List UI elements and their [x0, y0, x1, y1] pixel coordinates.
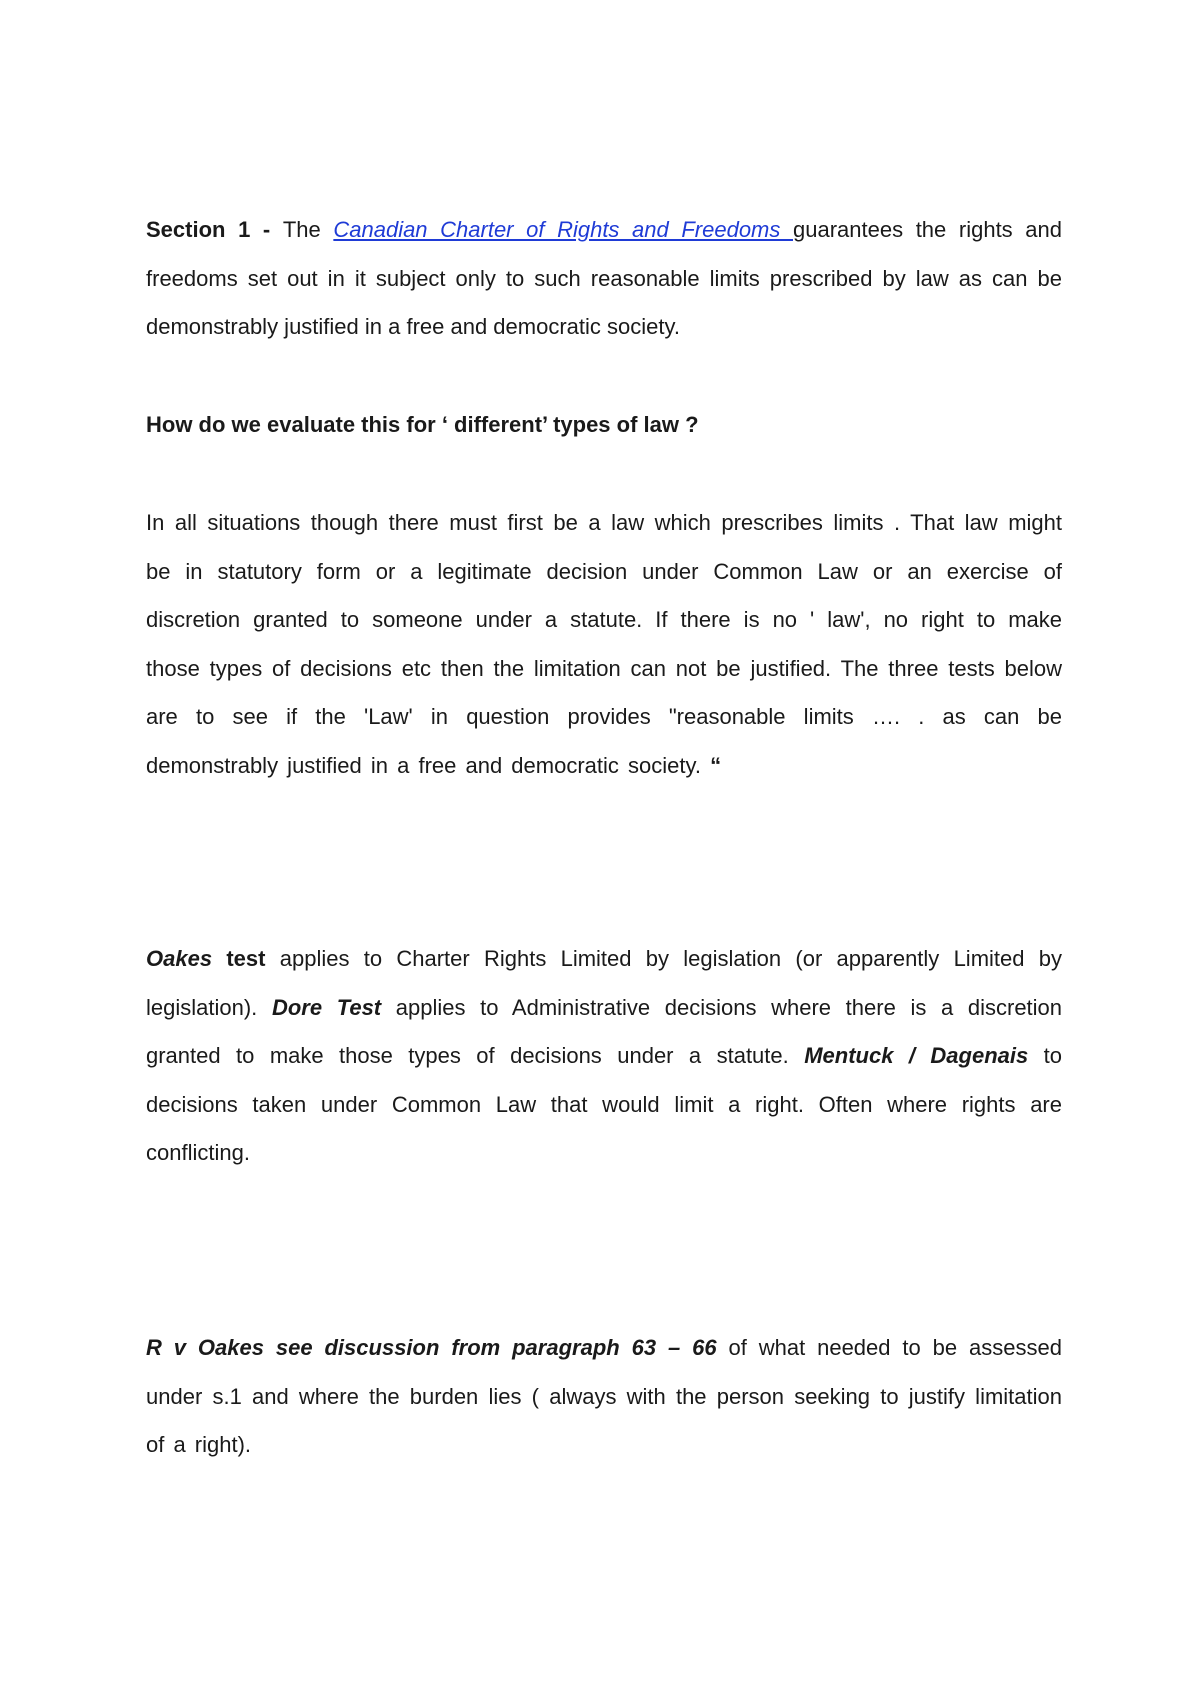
dore-test-label: Dore Test — [271, 994, 382, 1020]
situations-paragraph — [146, 499, 1062, 790]
charter-link[interactable]: Canadian Charter of Rights and Freedoms — [333, 217, 793, 242]
oakes-discussion-paragraph — [146, 1324, 1062, 1470]
section-1-label: Section 1 - — [146, 217, 283, 242]
evaluate-heading — [146, 401, 1062, 450]
oakes-test-text: applies to Charter Rights Limited by legislation (or apparently Limited by legislation). — [146, 946, 1062, 1020]
evaluate-heading-text: How do we evaluate this for ‘ different’ types of law ? — [146, 412, 699, 437]
dore-test-text: applies to Administrative decisions where there is a discretion granted to make those types of decisions under a statute. — [146, 994, 1063, 1068]
section-1-paragraph — [146, 206, 1062, 352]
section-1-text-after: guarantees the rights and freedoms set out in it subject only to such reasonable limits prescribed by law as can be demonstrably justified in a free and democratic society. — [146, 217, 1062, 339]
oakes-discussion-text: of what needed to be assessed under s.1 and where the burden lies ( always with the person seeking to justify limitation of a right). — [146, 1335, 1062, 1457]
mentuck-dagenais-label: Mentuck / Dagenais — [804, 1043, 1029, 1068]
closing-quote: “ — [710, 752, 722, 778]
situations-text: In all situations though there must first be a law which prescribes limits . That law might be in statutory form or a legitimate decision under Common Law or an exercise of discretion granted to someone under a statute. If there is no ' law', no right to make those types of decisions etc then the limitation can not be justified. The three tests below are to see if the 'Law' in question provides "reasonable limits …. . as can be demonstrably justified in a free and democratic society. — [146, 510, 1062, 778]
oakes-name: Oakes — [146, 946, 213, 971]
tests-paragraph — [146, 935, 1062, 1178]
mentuck-dagenais-text: to decisions taken under Common Law that would limit a right. Often where rights are conflicting. — [146, 1043, 1062, 1165]
oakes-test-word: test — [212, 946, 266, 971]
oakes-discussion-label: R v Oakes see discussion from paragraph 63 – 66 — [146, 1335, 717, 1360]
section-1-text-before: The — [282, 217, 334, 242]
